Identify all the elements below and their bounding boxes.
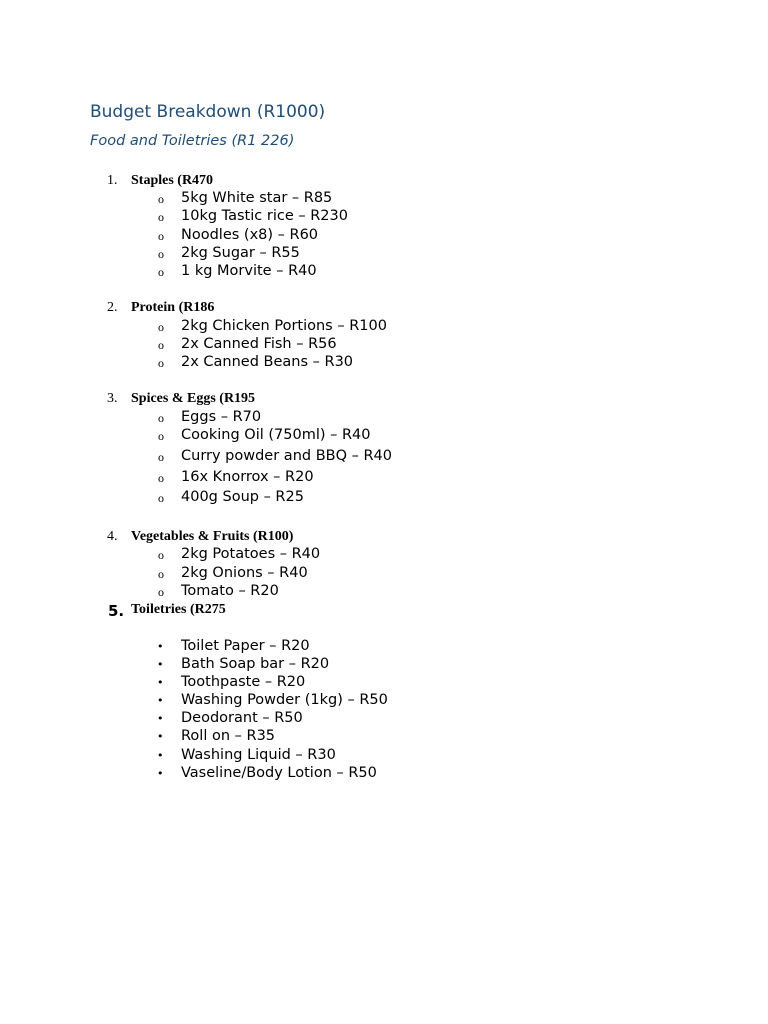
bullet: o xyxy=(158,210,164,224)
section-title: Toiletries (R275 xyxy=(131,602,226,617)
section-number: 2. xyxy=(107,300,118,315)
list-item-text: 2kg Sugar – R55 xyxy=(181,245,300,261)
bullet: • xyxy=(157,676,164,689)
bullet: o xyxy=(158,265,164,279)
bullet: o xyxy=(158,585,164,599)
list-item-text: Curry powder and BBQ – R40 xyxy=(181,448,392,464)
section-title: Spices & Eggs (R195 xyxy=(131,391,256,406)
list-item-text: Bath Soap bar – R20 xyxy=(181,656,330,672)
bullet: • xyxy=(157,694,164,707)
bullet: o xyxy=(158,567,164,581)
bullet: • xyxy=(157,749,164,762)
list-item-text: 5kg White star – R85 xyxy=(181,190,333,206)
bullet: o xyxy=(158,192,164,206)
list-item-text: 400g Soup – R25 xyxy=(181,489,304,505)
list-item-text: Tomato – R20 xyxy=(181,583,279,599)
bullet: o xyxy=(158,320,164,334)
list-item-text: Cooking Oil (750ml) – R40 xyxy=(181,427,371,443)
section-title: Protein (R186 xyxy=(131,300,215,315)
list-item-text: Washing Powder (1kg) – R50 xyxy=(181,692,388,708)
bullet: o xyxy=(158,356,164,370)
list-item-text: Washing Liquid – R30 xyxy=(181,747,336,763)
bullet: o xyxy=(158,411,164,425)
list-item-text: Roll on – R35 xyxy=(181,728,276,744)
list-item-text: 2kg Onions – R40 xyxy=(181,565,308,581)
bullet: o xyxy=(158,548,164,562)
document-title: Budget Breakdown (R1000) xyxy=(90,102,326,122)
bullet: o xyxy=(158,491,164,505)
list-item-text: Toothpaste – R20 xyxy=(181,674,306,690)
section-title: Staples (R470 xyxy=(131,173,214,188)
list-item-text: 2kg Chicken Portions – R100 xyxy=(181,318,387,334)
list-item-text: Toilet Paper – R20 xyxy=(181,638,310,654)
section-number: 3. xyxy=(107,391,118,406)
bullet: • xyxy=(157,730,164,743)
section-title: Vegetables & Fruits (R100) xyxy=(131,529,294,544)
list-item-text: Noodles (x8) – R60 xyxy=(181,227,319,243)
document-subtitle: Food and Toiletries (R1 226) xyxy=(90,133,295,149)
list-item-text: Vaseline/Body Lotion – R50 xyxy=(181,765,377,781)
bullet: • xyxy=(157,658,164,671)
list-item-text: 10kg Tastic rice – R230 xyxy=(181,208,348,224)
list-item-text: Eggs – R70 xyxy=(181,409,262,425)
bullet: o xyxy=(158,429,164,443)
section-number: 5. xyxy=(108,602,125,620)
section-number: 1. xyxy=(107,173,118,188)
list-item-text: 1 kg Morvite – R40 xyxy=(181,263,317,279)
bullet: o xyxy=(158,450,164,464)
bullet: o xyxy=(158,471,164,485)
bullet: o xyxy=(158,338,164,352)
bullet: o xyxy=(158,247,164,261)
list-item-text: 16x Knorrox – R20 xyxy=(181,469,314,485)
bullet: • xyxy=(157,712,164,725)
list-item-text: 2x Canned Beans – R30 xyxy=(181,354,354,370)
list-item-text: 2x Canned Fish – R56 xyxy=(181,336,337,352)
bullet: • xyxy=(157,767,164,780)
bullet: • xyxy=(157,640,164,653)
bullet: o xyxy=(158,229,164,243)
list-item-text: Deodorant – R50 xyxy=(181,710,303,726)
section-number: 4. xyxy=(107,529,118,544)
list-item-text: 2kg Potatoes – R40 xyxy=(181,546,321,562)
